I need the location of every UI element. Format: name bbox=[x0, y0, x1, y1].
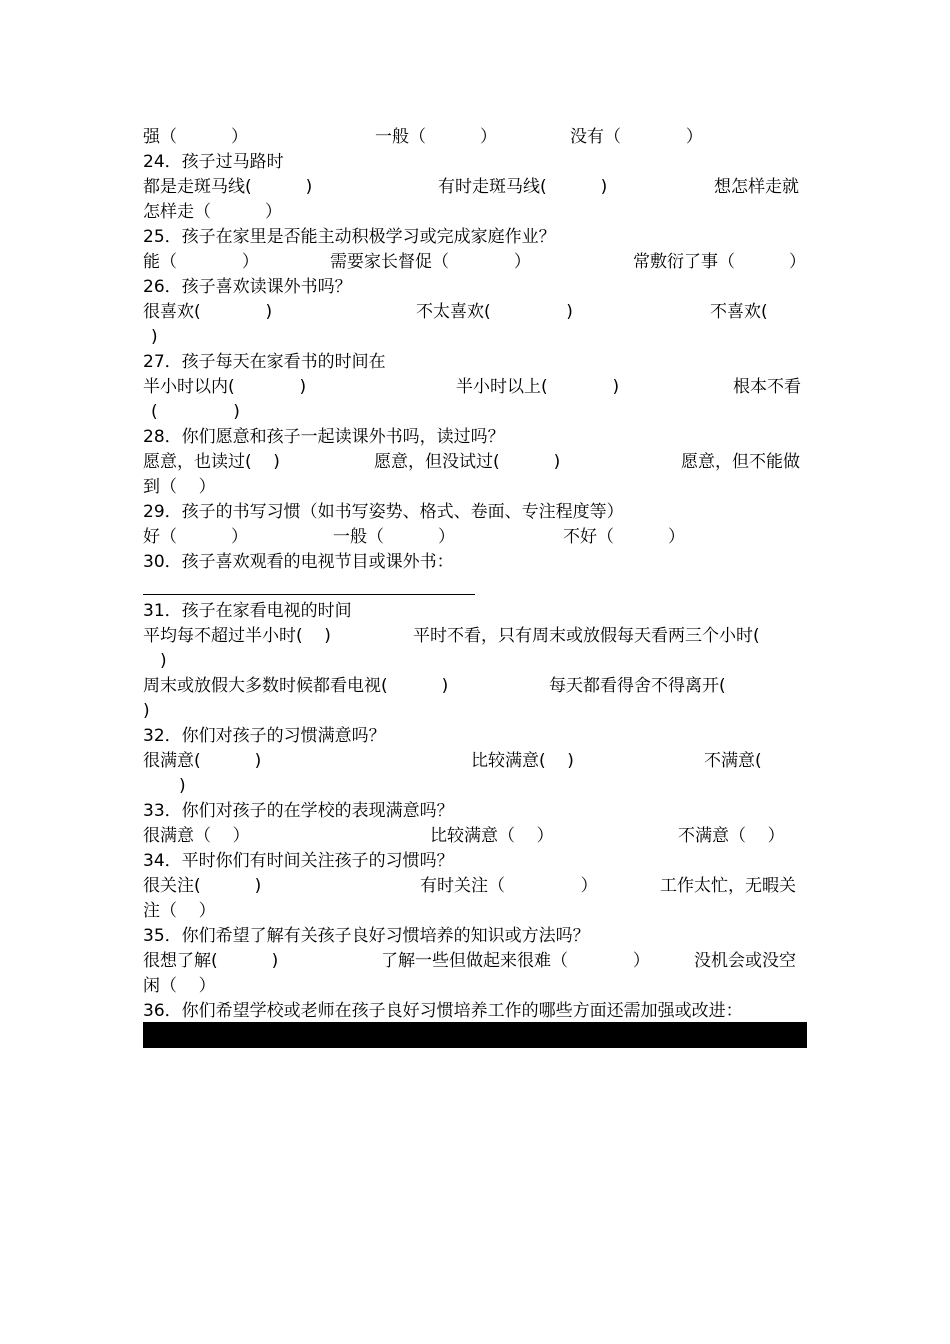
q32-option-a: 很满意( ) bbox=[143, 751, 262, 771]
q35-option-c: 没机会或没空 bbox=[694, 951, 796, 971]
q27-option-a: 半小时以内( ) bbox=[143, 377, 307, 397]
q28-title: 28．你们愿意和孩子一起读课外书吗，读过吗？ bbox=[143, 427, 505, 447]
q24-option-b: 有时走斑马线( ) bbox=[438, 177, 608, 197]
q35-options bbox=[143, 950, 796, 972]
q32-title: 32．你们对孩子的习惯满意吗？ bbox=[143, 726, 386, 746]
q31-option-c: 周末或放假大多数时候都看电视( ) bbox=[143, 676, 449, 696]
q29-option-b: 一般（ ） bbox=[333, 527, 456, 547]
q30-answer-line bbox=[143, 594, 475, 595]
q31-options-row1 bbox=[143, 625, 760, 647]
q25-option-a: 能（ ） bbox=[143, 252, 259, 272]
q24-options bbox=[143, 176, 799, 198]
q24-option-c-cont: 怎样走（ ） bbox=[143, 202, 283, 222]
q36-title: 36．你们希望学校或老师在孩子良好习惯培养工作的哪些方面还需加强或改进： bbox=[143, 1001, 743, 1021]
q34-options bbox=[143, 875, 796, 897]
q31-option-d: 每天都看得舍不得离开( bbox=[549, 676, 726, 696]
q34-option-c: 工作太忙，无暇关 bbox=[660, 876, 796, 896]
q27-option-c-cont: ( ) bbox=[151, 402, 240, 422]
q33-option-b: 比较满意（ ） bbox=[430, 826, 554, 846]
q28-option-a: 愿意，也读过( ) bbox=[143, 452, 280, 472]
q26-options bbox=[143, 301, 768, 323]
q34-option-a: 很关注( ) bbox=[143, 876, 262, 896]
q25-option-b: 需要家长督促（ ） bbox=[330, 252, 531, 272]
q29-options bbox=[143, 526, 686, 548]
q23-options bbox=[143, 126, 703, 148]
q29-option-a: 好（ ） bbox=[143, 527, 249, 547]
q31-option-b: 平时不看，只有周末或放假每天看两三个小时( bbox=[413, 626, 760, 646]
q32-option-b: 比较满意( ) bbox=[471, 751, 574, 771]
q27-option-b: 半小时以上( ) bbox=[456, 377, 620, 397]
q24-title: 24．孩子过马路时 bbox=[143, 152, 284, 172]
q29-option-c: 不好（ ） bbox=[563, 527, 686, 547]
q28-option-c-cont: 到（ ） bbox=[143, 477, 216, 497]
q31-option-a: 平均每不超过半小时( ) bbox=[143, 626, 331, 646]
q31-option-b-cont: ) bbox=[160, 651, 167, 671]
q27-options bbox=[143, 376, 801, 398]
q26-title: 26．孩子喜欢读课外书吗？ bbox=[143, 277, 352, 297]
q26-option-b: 不太喜欢( ) bbox=[416, 302, 573, 322]
q33-option-a: 很满意（ ） bbox=[143, 826, 250, 846]
q25-option-c: 常敷衍了事（ ） bbox=[633, 252, 807, 272]
q36-answer-redacted-block bbox=[143, 1022, 807, 1048]
q35-option-c-cont: 闲（ ） bbox=[143, 976, 216, 996]
q32-options bbox=[143, 750, 762, 772]
q33-title: 33．你们对孩子的在学校的表现满意吗？ bbox=[143, 801, 454, 821]
q27-title: 27．孩子每天在家看书的时间在 bbox=[143, 352, 386, 372]
q23-option-strong: 强（ ） bbox=[143, 127, 249, 147]
q31-options-row2 bbox=[143, 675, 726, 697]
q25-options bbox=[143, 251, 807, 273]
q27-option-c: 根本不看 bbox=[733, 377, 801, 397]
q28-option-b: 愿意，但没试过( ) bbox=[374, 452, 561, 472]
q35-option-a: 很想了解( ) bbox=[143, 951, 279, 971]
q34-option-c-cont: 注（ ） bbox=[143, 901, 216, 921]
q28-options bbox=[143, 451, 800, 473]
q26-option-c-cont: ) bbox=[151, 327, 158, 347]
q32-option-c-cont: ) bbox=[179, 776, 186, 796]
q30-title: 30．孩子喜欢观看的电视节目或课外书： bbox=[143, 552, 454, 572]
q29-title: 29．孩子的书写习惯（如书写姿势、格式、卷面、专注程度等） bbox=[143, 502, 624, 522]
q34-option-b: 有时关注（ ） bbox=[420, 876, 598, 896]
q24-option-a: 都是走斑马线( ) bbox=[143, 177, 313, 197]
q33-options bbox=[143, 825, 785, 847]
q35-option-b: 了解一些但做起来很难（ ） bbox=[381, 951, 650, 971]
q26-option-c: 不喜欢( bbox=[710, 302, 768, 322]
q33-option-c: 不满意（ ） bbox=[678, 826, 785, 846]
q23-option-none: 没有（ ） bbox=[570, 127, 703, 147]
q26-option-a: 很喜欢( ) bbox=[143, 302, 273, 322]
q31-option-d-cont: ) bbox=[143, 701, 150, 721]
q24-option-c: 想怎样走就 bbox=[714, 177, 799, 197]
q32-option-c: 不满意( bbox=[704, 751, 762, 771]
q34-title: 34．平时你们有时间关注孩子的习惯吗？ bbox=[143, 851, 454, 871]
q25-title: 25．孩子在家里是否能主动积极学习或完成家庭作业？ bbox=[143, 227, 556, 247]
q28-option-c: 愿意，但不能做 bbox=[681, 452, 800, 472]
q35-title: 35．你们希望了解有关孩子良好习惯培养的知识或方法吗？ bbox=[143, 926, 590, 946]
q23-option-average: 一般（ ） bbox=[375, 127, 498, 147]
q31-title: 31．孩子在家看电视的时间 bbox=[143, 601, 352, 621]
